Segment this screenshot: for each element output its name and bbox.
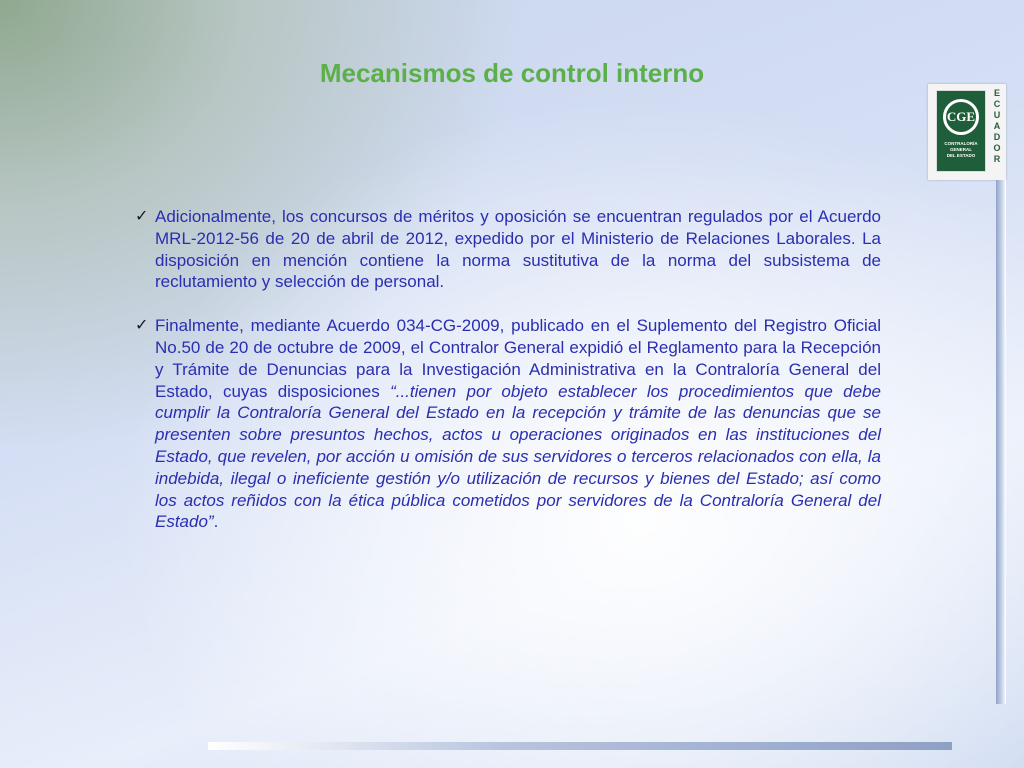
bullet-text: Adicionalmente, los concursos de méritos y oposición se encuentran regulados por el Acuerdo MRL-2012-56 de 20 de abril de 2012, expedido por el Ministerio de Relaciones Laborales. La disposición en mención contiene la norma sustitutiva de la norma del subsistema de reclutamiento y selección de personal. (155, 207, 881, 292)
logo-country-letter: E (993, 88, 1000, 98)
bullet-item (135, 206, 881, 293)
contraloria-logo (928, 84, 1006, 180)
logo-badge (936, 90, 986, 172)
checkmark-icon: ✓ (135, 317, 149, 335)
decorative-right-bar (996, 180, 1006, 704)
logo-badge-line: CONTRALORÍA (944, 141, 978, 146)
logo-badge-text (938, 141, 984, 159)
logo-country-letter: U (993, 110, 1001, 120)
logo-country-letter: A (993, 121, 1001, 131)
logo-country-letter: R (993, 154, 1001, 164)
bullet-ending: . (213, 512, 219, 532)
logo-badge-line: GENERAL (949, 147, 972, 152)
cge-emblem-icon: CGE (943, 99, 979, 135)
logo-country-letter: D (993, 132, 1001, 142)
logo-country-letter: C (993, 99, 1001, 109)
logo-badge-line: DEL ESTADO (946, 153, 976, 158)
bullet-quote: “...tienen por objeto establecer los procedimientos que debe cumplir la Contraloría General del Estado en la recepción y trámite de las denuncias que se presenten sobre presuntos hechos, actos u operaciones originados en las instituciones del Estado, que revelen, por acción u omisión de sus servidores o terceros relacionados con ella, la indebida, ilegal o ineficiente gestión y/o utilización de recursos y bienes del Estado; así como los actos reñidos con la ética pública cometidos por servidores de la Contraloría General del Estado” (155, 381, 881, 532)
bullet-item (135, 315, 881, 533)
slide-body (135, 206, 881, 533)
decorative-bottom-bar (208, 742, 952, 750)
logo-country-vertical (991, 88, 1003, 165)
checkmark-icon: ✓ (135, 208, 149, 225)
slide-title: Mecanismos de control interno (319, 58, 705, 88)
logo-country-letter: O (993, 143, 1001, 153)
bullet-text: Finalmente, mediante Acuerdo 034-CG-2009, publicado en el Suplemento del Registro Oficial No.50 de 20 de octubre de 2009, el Contralor General expidió el Reglamento para la Recepción y Trámite de Denuncias para la Investigación Administrativa en la Contraloría General del Estado, cuyas disposiciones (155, 316, 881, 401)
